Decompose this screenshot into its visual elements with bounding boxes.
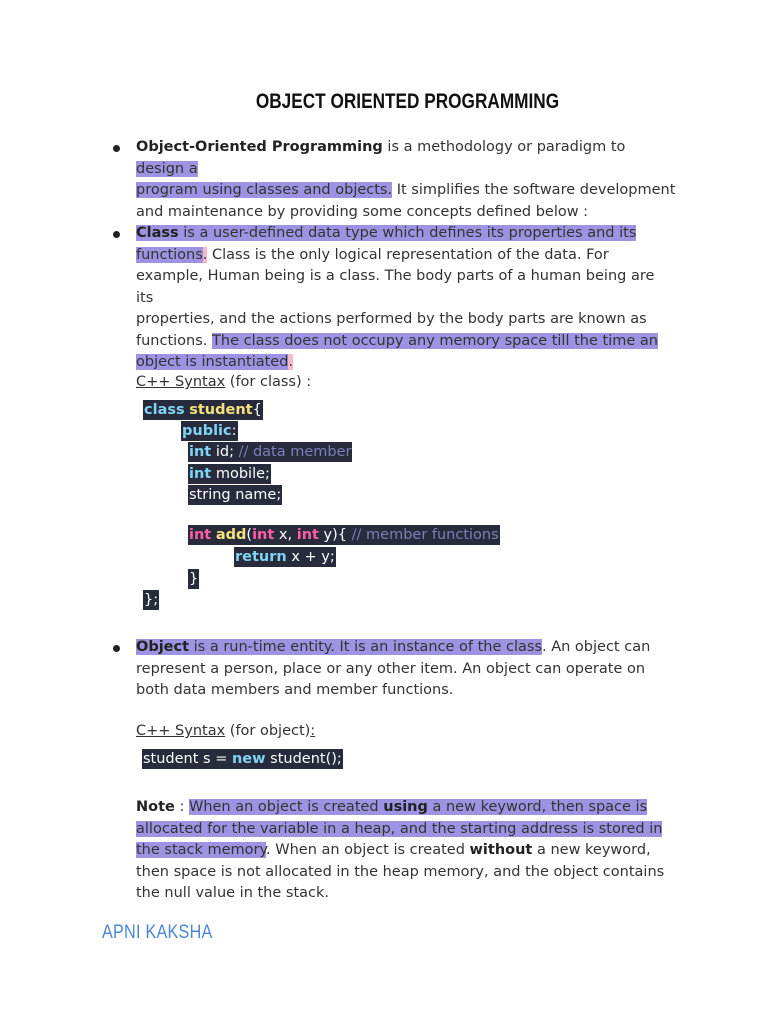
text: then space is not allocated in the heap memory, and the object contains (136, 863, 665, 880)
keyword: int (189, 527, 212, 543)
footer-brand: APNI KAKSHA (102, 922, 213, 943)
text: both data members and member functions. (136, 682, 454, 698)
page-title: OBJECT ORIENTED PROGRAMMING (255, 90, 560, 113)
object-definition-paragraph (136, 637, 676, 702)
code-text: : (231, 423, 237, 439)
text: . When an object is created (266, 842, 470, 858)
keyword: int (189, 466, 212, 482)
class-definition-paragraph (136, 223, 676, 374)
bullet-marker (113, 145, 120, 152)
code-line (188, 525, 500, 545)
code-line: }; (144, 592, 159, 608)
text: the null value in the stack. (136, 885, 330, 901)
text: properties, and the actions performed by the body parts are known as (136, 311, 647, 327)
text: It simplifies the software development (392, 182, 676, 198)
oop-term: Object-Oriented Programming (136, 139, 383, 155)
code-line (143, 400, 263, 420)
keyword: new (231, 751, 266, 767)
keyword: public (182, 423, 232, 439)
note-paragraph (136, 797, 696, 905)
keyword: int (189, 444, 212, 460)
text: (for class) : (225, 374, 312, 390)
highlight: design a (136, 160, 198, 177)
code-text: x, (274, 527, 297, 543)
text: a new keyword, (532, 842, 651, 858)
highlight: the stack memory (136, 842, 267, 858)
code-line (181, 421, 238, 441)
class-name: student (189, 402, 253, 418)
keyword: int (296, 527, 319, 543)
highlight: program using classes and objects. (136, 182, 393, 198)
function-name: add (215, 527, 247, 543)
text: is a methodology or paradigm to (382, 139, 626, 155)
bullet-marker (113, 645, 120, 652)
text: : (310, 723, 316, 739)
highlight: allocated for the variable in a heap, and the starting address is stored in (136, 820, 663, 837)
text: and maintenance by providing some concepts defined below : (136, 203, 589, 220)
note-label: Note (136, 799, 175, 815)
class-syntax-label (136, 372, 676, 394)
code-text: { (252, 402, 262, 418)
text: is a user-defined data type which defines its properties and its (178, 225, 637, 241)
emphasis: using (383, 799, 428, 815)
object-code-line (142, 749, 343, 769)
highlight: functions (136, 246, 203, 263)
text: (for object) (225, 723, 311, 739)
text: . An object can (542, 639, 651, 655)
code-comment: // data member (238, 444, 352, 460)
object-syntax-label (136, 721, 676, 743)
text: a new keyword, then space is (427, 799, 648, 815)
text: : (174, 799, 189, 815)
code-line: } (189, 571, 199, 587)
code-text: x + y; (286, 549, 335, 565)
text: When an object is created (188, 799, 384, 815)
highlight: object is instantiated (136, 354, 289, 370)
highlight: . (288, 354, 294, 370)
syntax-link-text: C++ Syntax (136, 723, 226, 739)
text: represent a person, place or any other item. An object can operate on (136, 660, 646, 677)
object-term: Object (136, 639, 190, 655)
code-text: y){ (318, 527, 352, 543)
keyword: return (235, 549, 287, 565)
highlight (136, 639, 542, 655)
highlight: The class does not occupy any memory space till the time an (212, 332, 658, 349)
text: example, Human being is a class. The body parts of a human being are its (136, 268, 655, 306)
code-line (234, 547, 336, 567)
code-comment: // member functions (351, 527, 499, 543)
highlight (136, 225, 636, 241)
code-text: id; (211, 444, 239, 460)
keyword: int (252, 527, 275, 543)
code-line: string name; (189, 487, 282, 503)
syntax-link-text: C++ Syntax (136, 374, 226, 390)
code-text: student s = (143, 751, 232, 767)
keyword: class (144, 402, 185, 418)
code-text: ( (246, 527, 253, 543)
text: is a run-time entity. It is an instance of the class (189, 639, 542, 655)
code-text: mobile; (211, 466, 270, 482)
code-line (188, 464, 271, 484)
code-line (188, 442, 352, 462)
highlight (189, 799, 647, 815)
text: Class is the only logical representation of the data. For (207, 246, 609, 263)
class-term: Class (136, 225, 179, 241)
highlight: . (202, 246, 208, 263)
text: functions. (136, 332, 213, 349)
bullet-marker (113, 231, 120, 238)
oop-definition-paragraph (136, 137, 676, 223)
emphasis: without (469, 842, 533, 858)
code-text: student(); (265, 751, 342, 767)
